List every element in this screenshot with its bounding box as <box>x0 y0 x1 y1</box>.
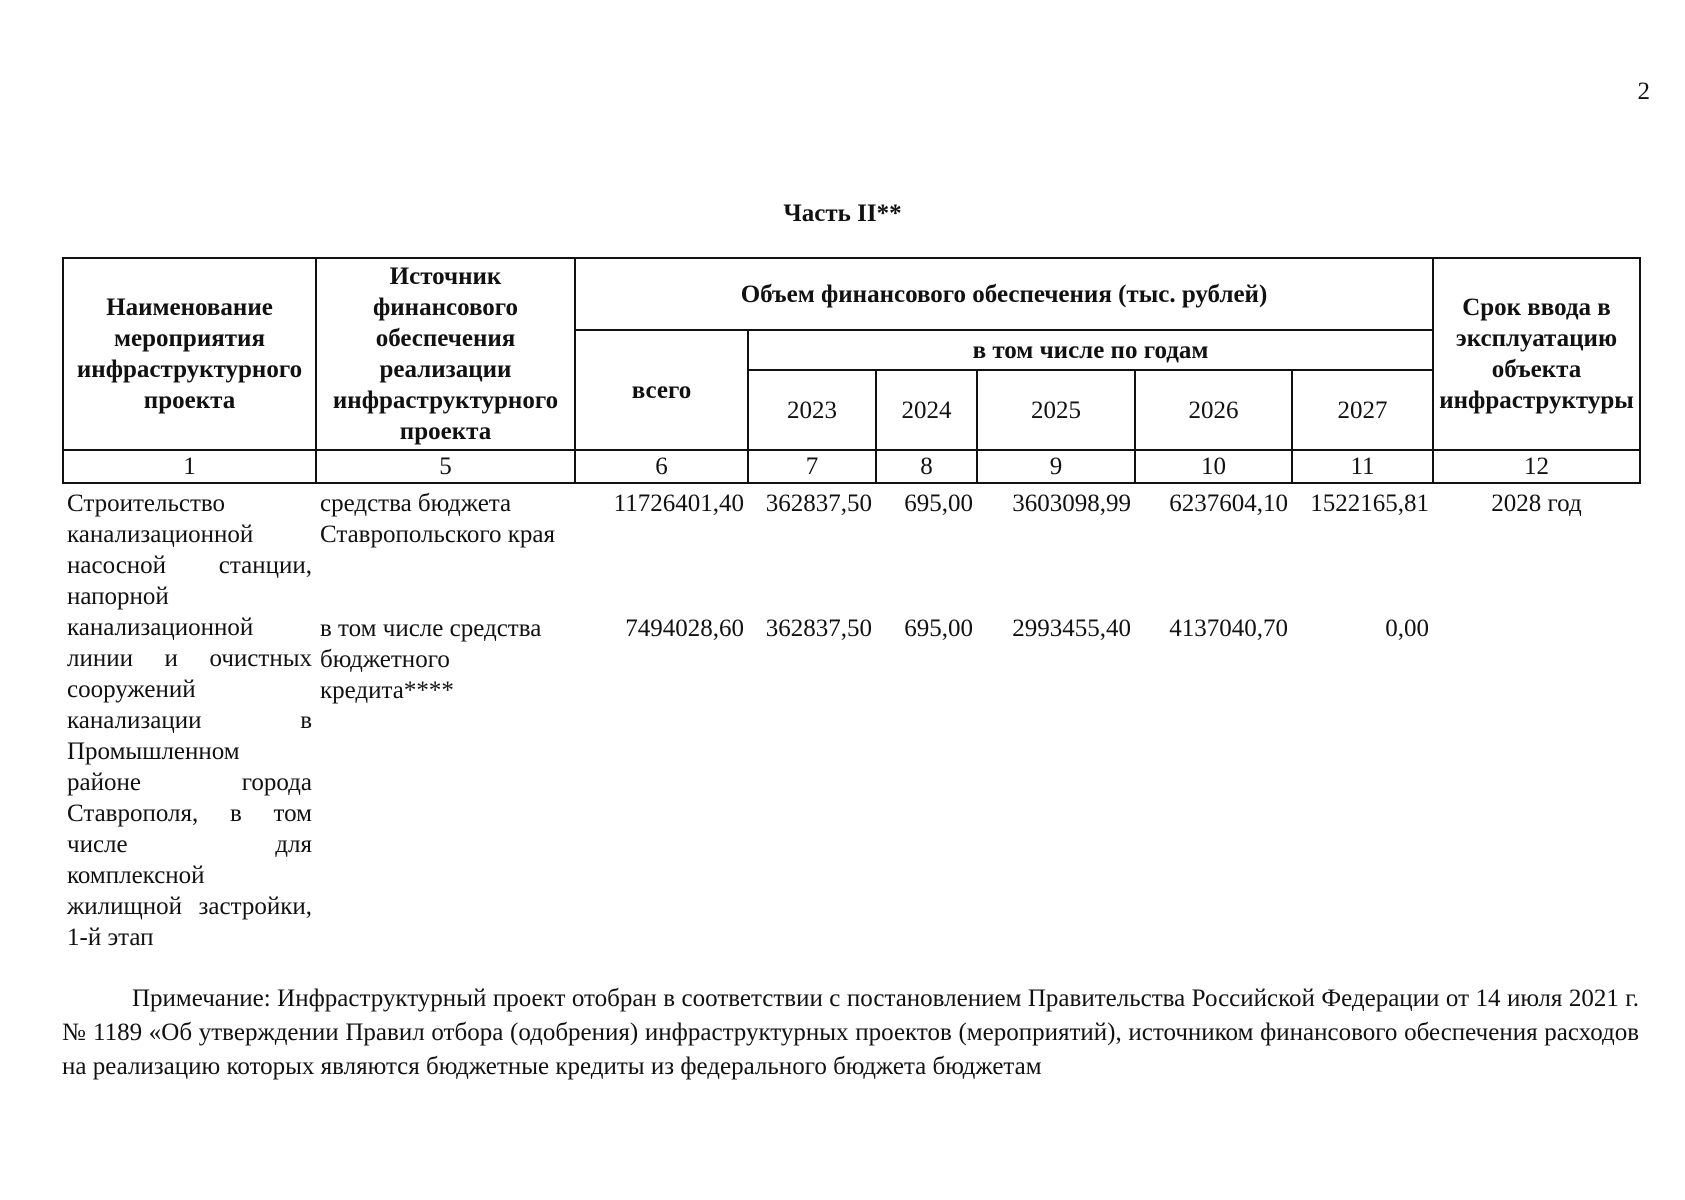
column-number: 5 <box>316 450 575 483</box>
commissioning-term: 2028 год <box>1491 490 1582 517</box>
header-source: Источник финансового обеспечения реализации инфраструктурного проекта <box>316 258 575 450</box>
header-total: всего <box>575 330 748 450</box>
column-number: 12 <box>1433 450 1640 483</box>
value-2026: 6237604,10 <box>1169 490 1288 517</box>
column-number: 1 <box>63 450 316 483</box>
page-number: 2 <box>1637 78 1650 105</box>
event-name: Строительство канализационной насосной станции, напорной канализационной линии и очистных сооружений канализации в Промышленном районе города Ставрополя, в том числе для комплексной жилищной застройки, 1-й этап <box>67 490 312 951</box>
footnote-text: Примечание: Инфраструктурный проект отобран в соответствии с постановлением Правительства Российской Федерации от 14 июля 2021 г. № 1189 «Об утверждении Правил отбора (одобрения) инфраструктурных проектов (мероприятий), источником финансового обеспечения расходов на реализацию которых являются бюджетные кредиты из федерального бюджета бюджетам <box>62 985 1639 1080</box>
table-row <box>63 483 1640 613</box>
value-2024: 695,00 <box>904 490 973 517</box>
column-number: 9 <box>977 450 1135 483</box>
finance-table <box>62 257 1641 953</box>
header-year-2023: 2023 <box>748 370 876 450</box>
value-2026: 4137040,70 <box>1169 615 1288 642</box>
header-year-2027: 2027 <box>1292 370 1433 450</box>
header-year-2026: 2026 <box>1135 370 1292 450</box>
value-2024: 695,00 <box>904 615 973 642</box>
column-number: 7 <box>748 450 876 483</box>
value-2023: 362837,50 <box>765 490 872 517</box>
column-number: 11 <box>1292 450 1433 483</box>
source-cell: в том числе средства бюджетного кредита**** <box>320 615 542 704</box>
value-2027: 1522165,81 <box>1310 490 1429 517</box>
part-title: Часть II** <box>783 200 902 227</box>
header-name: Наименование мероприятия инфраструктурного проекта <box>63 258 316 450</box>
total-value: 11726401,40 <box>613 490 744 517</box>
column-number-row <box>63 450 1640 483</box>
value-2027: 0,00 <box>1385 615 1429 642</box>
column-number: 10 <box>1135 450 1292 483</box>
value-2025: 2993455,40 <box>1012 615 1131 642</box>
header-by-years: в том числе по годам <box>748 330 1433 370</box>
value-2025: 3603098,99 <box>1012 490 1131 517</box>
header-year-2025: 2025 <box>977 370 1135 450</box>
column-number: 8 <box>876 450 977 483</box>
header-volume: Объем финансового обеспечения (тыс. рублей) <box>575 258 1433 330</box>
header-year-2024: 2024 <box>876 370 977 450</box>
value-2023: 362837,50 <box>765 615 872 642</box>
column-number: 6 <box>575 450 748 483</box>
source-cell: средства бюджета Ставропольского края <box>320 490 555 548</box>
total-value: 7494028,60 <box>625 615 744 642</box>
header-term: Срок ввода в эксплуатацию объекта инфраструктуры <box>1433 258 1640 450</box>
